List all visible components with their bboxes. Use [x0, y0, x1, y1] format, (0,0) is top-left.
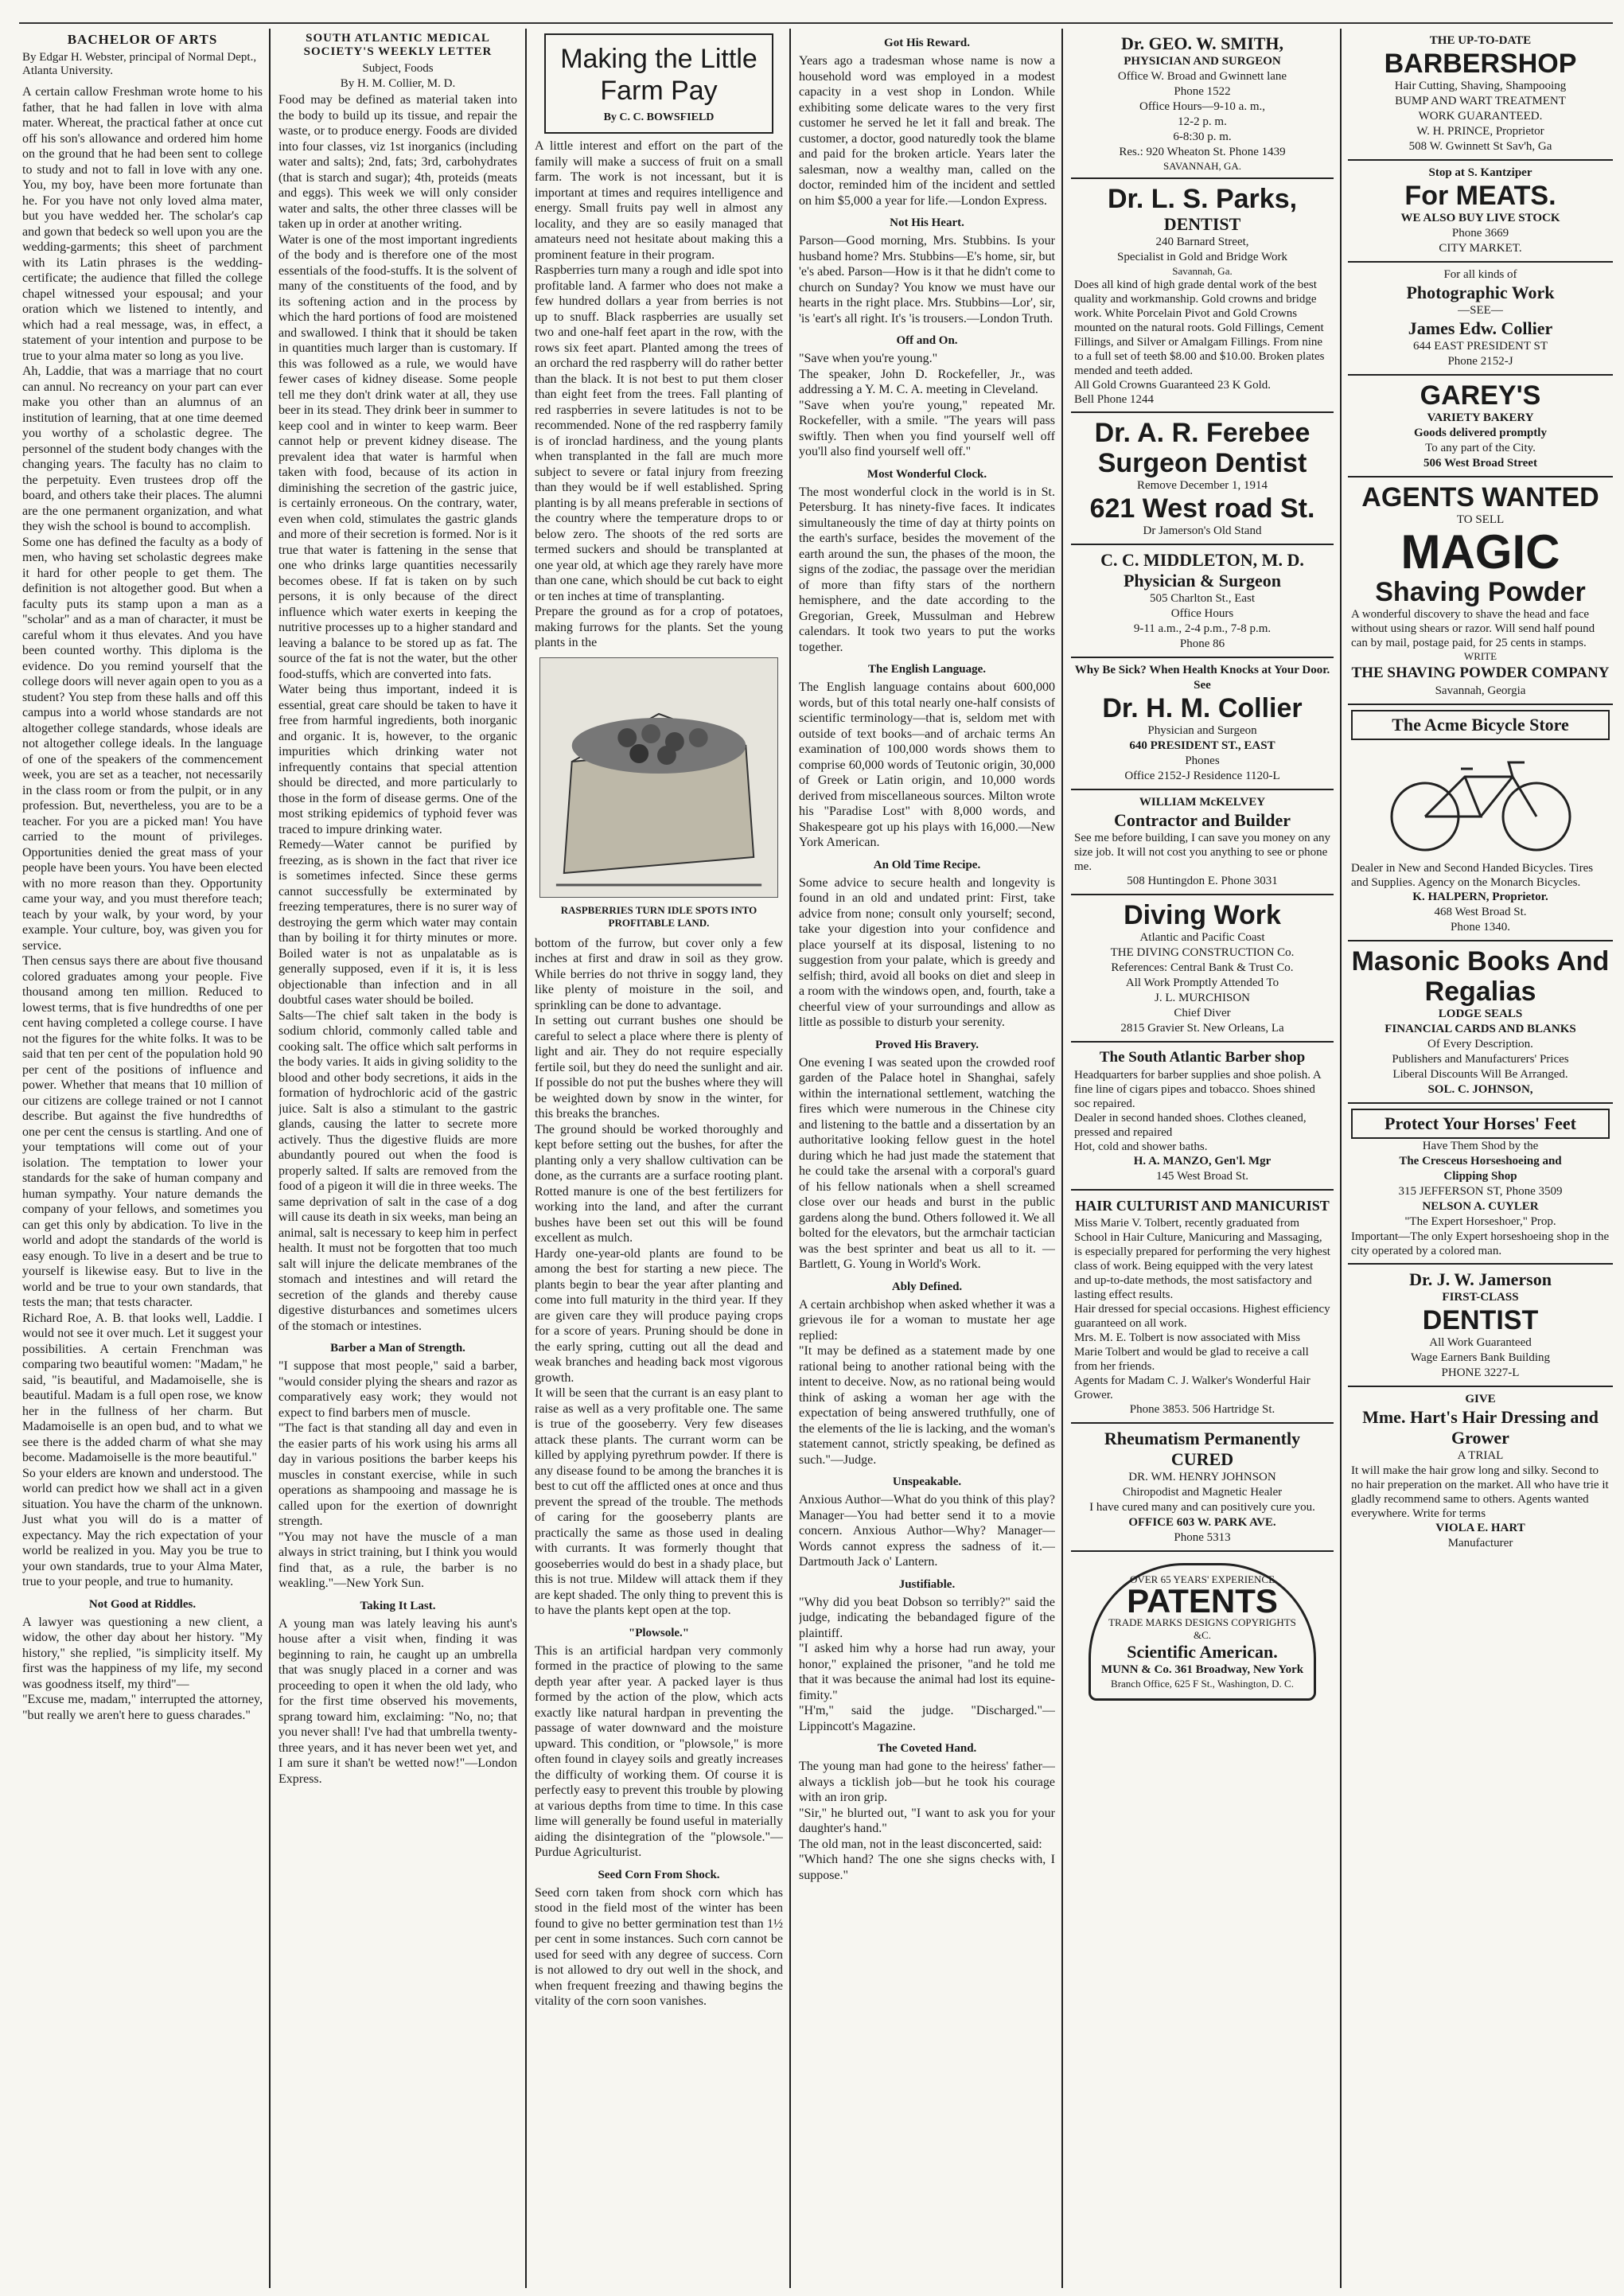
- patents-badge: [1089, 1563, 1316, 1701]
- misc-body: The most wonderful clock in the world is in St. Petersburg. It has ninety-five faces. It indicates simultaneously the time of day at thirty points on the earth's surface, besides the movement of the earth around the sun, the phases of the moon, the signs of the zodiac, the passage over the meridian of more than fifty stars of the northern hemisphere, and the date according to the Gregorian, Greek, Mussulman and Hebrew calendars. It took two years to put the works together.: [799, 485, 1055, 654]
- article-heading: BACHELOR OF ARTS: [67, 32, 218, 47]
- ad-munn: MUNN & Co. 361 Broadway, New York: [1100, 1663, 1304, 1676]
- ad-line: W. H. PRINCE, Proprietor: [1416, 125, 1544, 138]
- ad-manager: H. A. MANZO, Gen'l. Mgr: [1133, 1155, 1272, 1167]
- ad-line: Of Every Description.: [1427, 1038, 1533, 1051]
- ad-line: References: Central Bank & Trust Co.: [1111, 961, 1294, 974]
- ad-text: I have cured many and can positively cure you.: [1089, 1501, 1315, 1514]
- ad-smith: [1071, 29, 1334, 179]
- ad-title: Protect Your Horses' Feet: [1351, 1109, 1610, 1139]
- ad-title: PATENTS: [1127, 1582, 1278, 1620]
- ad-title: AGENTS WANTED: [1361, 482, 1599, 513]
- ad-marks: TRADE MARKS DESIGNS COPYRIGHTS &C.: [1108, 1616, 1296, 1641]
- ad-text: Headquarters for barber supplies and shoe polish. A fine line of cigars pipes and tobacco. Shoes shined soc repaired. Dealer in second handed shoes. Clothes cleaned, pressed and repaired Hot, cold and shower baths.: [1074, 1069, 1321, 1153]
- misc-item: [799, 468, 1055, 656]
- column-rule: [269, 29, 271, 2288]
- ad-title: GAREY'S: [1420, 380, 1541, 411]
- ad-middleton: [1071, 545, 1334, 658]
- ad-line: Important—The only Expert horseshoeing shop in the city operated by a colored man.: [1351, 1230, 1610, 1257]
- ad-line: SOL. C. JOHNSON,: [1427, 1083, 1533, 1096]
- misc-heading: Ably Defined.: [891, 1280, 963, 1293]
- article-heading: SOUTH ATLANTIC MEDICAL SOCIETY'S WEEKLY LETTER: [303, 32, 493, 58]
- ad-jamerson: [1348, 1265, 1613, 1387]
- ad-name: VIOLA E. HART: [1435, 1522, 1525, 1534]
- ad-line: Have Them Shod by the: [1422, 1140, 1539, 1152]
- ad-line: 2815 Gravier St. New Orleans, La: [1120, 1022, 1284, 1035]
- taking-heading: Taking It Last.: [360, 1599, 436, 1612]
- ad-line: "The Expert Horseshoer," Prop.: [1404, 1215, 1556, 1228]
- ad-title: Physician & Surgeon: [1123, 571, 1282, 591]
- ad-text: It will make the hair grow long and silky. Second to no hair preperation on the market. All who have trie it gladly recommend same to others. Agents wanted everywhere. Write for terms: [1351, 1464, 1609, 1520]
- ad-name: Dr. H. M. Collier: [1102, 693, 1303, 723]
- ad-line: All Work Promptly Attended To: [1125, 976, 1279, 989]
- ad-line: 508 W. Gwinnett St Sav'h, Ga: [1408, 140, 1552, 153]
- misc-heading: Off and On.: [896, 334, 958, 347]
- misc-heading: An Old Time Recipe.: [873, 858, 981, 871]
- ad-address: 508 Huntingdon E. Phone 3031: [1127, 875, 1278, 887]
- raspberry-illustration: [539, 657, 778, 898]
- ad-title: HAIR CULTURIST AND MANICURIST: [1075, 1198, 1330, 1214]
- ad-office: Office 2152-J Residence 1120-L: [1124, 770, 1280, 782]
- ad-title: Physician and Surgeon: [1147, 724, 1257, 737]
- ad-company: THE SHAVING POWDER COMPANY: [1351, 665, 1610, 681]
- ad-office: Office W. Broad and Gwinnett lane: [1117, 70, 1287, 83]
- misc-item: [799, 334, 1055, 460]
- ad-line: VARIETY BAKERY: [1427, 411, 1534, 424]
- ad-magic: MAGIC: [1400, 525, 1560, 579]
- ad-diving: [1071, 895, 1334, 1043]
- ad-line: LODGE SEALS: [1438, 1008, 1523, 1020]
- article-author: By C. C. BOWSFIELD: [603, 111, 715, 123]
- misc-heading: Not His Heart.: [890, 216, 964, 229]
- ad-line: Chief Diver: [1174, 1007, 1231, 1019]
- seed-body: Seed corn taken from shock corn which has stood in the field most of the winter has been found to give no better germination test than 1½ per cent in some instances. Such corn cannot be used for seed with any degree of success. Corn is not allowed to dry out well in the shock, and when frequent freezing and thawing begins the vitality of the corn soon vanishes.: [535, 1885, 783, 2008]
- ad-bicycle: [1348, 705, 1613, 941]
- ad-scientific: Scientific American.: [1127, 1642, 1278, 1662]
- article-body: A little interest and effort on the part of the family will make a success of fruit on a small farm. The work is not incessant, but it is important at times and requires intelligence and energy. Small fruits pay well in almost any locality, and they are so easily managed that amateurs need not hesitate about making this a prominent feature in their program. Raspberries turn many a rough and idle spot into profitable land. A farmer who does not make a few hundred dollars a year from berries is not up to snuff. Black raspberries are usually set two and one-half feet apart in the row, with the rows six feet apart. Planted among the trees of an orchard the red raspberry will do rather better than the black. It is not best to put them closer than eight feet from the trees. Fall planting of red raspberries in severe latitudes is not to be recommended. None of the red raspberry family is of ironclad hardiness, and the young plants when transplanted in the fall are much more subject to severe or fatal injury from freezing than they would be if well established. Spring planting is by all means preferable in sections of the country where the temperature drops to or below zero. The shoots of the red sorts are termed suckers and should be transplanted at one year old, at which age they rarely have more than one cane, which should be cut back to eight or ten inches at time of transplanting. Prepare the ground as for a crop of potatoes, making furrows for the plants. Set the young plants in the: [535, 139, 783, 649]
- taking-body: A young man was lately leaving his aunt's house after a visit when, finding it was beginning to rain, he caught up an umbrella that was snugly placed in a corner and was proceeding to open it when the old lady, who for the first time observed his movements, sprang toward him, exclaiming: "No, no; that you never shall! I've had that umbrella twenty-three years, and it has never been wet yet, and I am sure it shan't be wetted now!"—London Express.: [278, 1616, 517, 1786]
- misc-heading: Got His Reward.: [884, 37, 970, 49]
- ad-collier: [1071, 658, 1334, 790]
- ad-top: THE UP-TO-DATE: [1429, 34, 1532, 47]
- article-byline: By Edgar H. Webster, principal of Normal Dept., Atlanta University.: [22, 51, 257, 77]
- ad-ferebee: [1071, 413, 1334, 545]
- ad-hours: Office Hours—9-10 a. m.,: [1139, 100, 1266, 113]
- ad-line: Wage Earners Bank Building: [1411, 1351, 1550, 1364]
- column-rule: [1340, 29, 1342, 2288]
- ad-line: Publishers and Manufacturers' Prices: [1392, 1053, 1569, 1066]
- ad-barbershop: [1348, 29, 1613, 161]
- plowsole-heading: "Plowsole.": [628, 1626, 690, 1639]
- ad-trial: A TRIAL: [1457, 1449, 1504, 1462]
- misc-item: [799, 1578, 1055, 1735]
- ad-line: All Work Guaranteed: [1429, 1336, 1532, 1349]
- ad-city: SAVANNAH, GA.: [1163, 160, 1242, 172]
- ad-line: Hair Cutting, Shaving, Shampooing: [1394, 80, 1567, 92]
- raspberry-basket-image: [540, 658, 777, 897]
- ad-role: Manufacturer: [1447, 1537, 1513, 1550]
- plowsole-body: This is an artificial hardpan very commonly formed in the practice of plowing to the same depth year after year. A packed layer is thus formed by the action of the plow, which acts exactly like natural hardpan in preventing the passage of water downward and the moisture upward. This condition, or "plowsole," is more often found in clayey soils and greatly increases the difficulty of working them. Of course it is perfectly easy to prevent this trouble by plowing at various depths from time to time. In this case lime will generally be found useful in materially aiding the disintegration of the "plowsole."—Purdue Agriculturist.: [535, 1643, 783, 1859]
- ad-line: WE ALSO BUY LIVE STOCK: [1400, 212, 1560, 224]
- article-body: A certain callow Freshman wrote home to his father, that he had fallen in love with alma mater. Whereat, the practical father at once cut off his son's allowance and ordered him home on the ground that he had been sent to college to study and not to fall in love with any one. You, my boy, have been more fortunate than he. For you have not only loved alma mater, but you have wedded her. The scholar's cap and gown that bedeck so well upon you are the wedding-garments; this sheet of parchment with its Latin phrases is the wedding-certificate; the audience that filled the college chapel witnessed your espousal; and your oration which we listened to intently, and which had a real message, was, in effect, a statement of your intention and purpose to be true to your alma mater so long as you live. Ah, Laddie, that was a marriage that no court can annul. No recreancy on your part can ever make you other than an alumnus of an institution of learning, that at one time deemed you worthy of a scholastic degree. The personnel of the student body changes with the changing years. The faculty has no claim to the perpetuity. Even trustees drop off the board, and others take their places. The alumni are the one permanent organization, and what they wish the school is bound to accomplish. Some one has defined the faculty as a body of men, who having set scholastic degrees make it hard for other people to get them. The definition is not altogether good. But when a faculty puts its stamp upon a man as a "scholar" and as a man of character, it must be careful whom it thus elevates. And you have been counted worthy. This diploma is the evidence. Do you remind yourself that the college doors will never again open to you as a student? You step from these halls and off this campus into a world whose standards are not altogether college standards, whose ideals are not altogether college ideals. In the language of one of the speakers of the commencement week, you are set as a teacher, not necessarily in the class room or from the pulpit, or in any profession. But, nevertheless, you are to be a teacher. For you are a picked man! You have carried to the mount of privileges. Opportunities denied the great mass of your people have been yours. You have been elected with no more reason than they. Opportunity came your way, and you must therefore teach; teach by your walk, by your word, by your example. Your culture, boy, was given you for service. Then census says there are about five thousand colored graduates among your people. Five thousand among ten million. Reduced to lowest terms, that is five hundredths of one per cent having completed a college course. I have not the figures for the white folks. It was to be said that ten per cent of the population hold 90 per cent of the positions of influence and power. Whether that means that 10 million of our citizens are college trained or not I cannot describe. But against the five hundredths of one per cent the census is startling. And one of your temptations will come out of your isolation. The temptation to lower your standards for the sake of human company and human sympathy. Your nature demands the company of your fellows, and sometimes you can get this only by abdication. To live in the world and adopt the standards of the world is easy enough. To live in a desert and be true to yourself is likewise easy. But to live in the world and be true to your own standards, that tests the man; that tests character. Richard Roe, A. B. that looks well, Laddie. I would not see it over much. Let it suggest your possibilities. A certain Frenchman was comparing two beautiful women: "Madam," he said, "is beautiful, and Madamoiselle, she is beautiful. Madam is a full open rose, we know her in the fullness of her charm. But Madamoiselle is an open bud, and to what we see there is the added charm of what she may become. Madamoiselle is the more beautiful." So your elders are known and understood. The world can predict how we shall act in a given situation. You have the charm of the unknown. Just what you will do is a matter of expectancy. May the rich expectation of your world be realized in you. May you be true to your own standards, true to your Alma Mater, true to your people, and true to humanity.: [22, 85, 263, 1588]
- misc-body: One evening I was seated upon the crowded roof garden of the Palace hotel in Shanghai, safely within the international settlement, watching the fires which were numerous in the Chinese city and listening to the battle and a dissertation by an authoritative looking fellow guest in the hotel during which he had just made the statement that he could take the arsenal with a corporal's guard of his fellow nationals when a shell screamed close over our heads and burst in the public gardens along the bund. Others followed it. We all bolted for the elevators, but the armchair tactician was the best sprinter and beat us all to it. —Bartlett, G. Young in World's Work.: [799, 1055, 1055, 1271]
- article-byline: By H. M. Collier, M. D.: [340, 77, 456, 90]
- ad-barber-shop: [1071, 1043, 1334, 1191]
- ad-title: Surgeon Dentist: [1097, 448, 1307, 478]
- ad-patents: [1071, 1552, 1334, 1712]
- misc-item: [799, 1039, 1055, 1273]
- misc-heading: Proved His Bravery.: [874, 1038, 979, 1051]
- misc-body: "Why did you beat Dobson so terribly?" said the judge, indicating the bebandaged figure of the plaintiff. "I asked him why a horse had run away, your honor," explained the prisoner, "and he told me that it was because the animal had lost its equine-fimity." "H'm," said the judge. "Discharged."—Lippincott's Magazine.: [799, 1595, 1055, 1733]
- ad-address: 640 PRESIDENT ST., EAST: [1129, 739, 1275, 752]
- ad-hours: Office Hours: [1170, 607, 1234, 620]
- ad-title: The Acme Bicycle Store: [1351, 710, 1610, 740]
- ad-address: 145 West Broad St.: [1155, 1170, 1248, 1183]
- ad-text: Does all kind of high grade dental work of the best quality and workmanship. Gold crowns and bridge work. White Porcelain Pivot and Gold Crowns mounted on the natural roots. Gold Fillings, Cement Fillings, and Silver or Amalgam Fillings. From nine to a full set of teeth $8.00 and $10.00. Broken plates mended and teeth added. All Gold Crowns Guaranteed 23 K Gold. Bell Phone 1244: [1074, 279, 1325, 406]
- ad-line: WORK GUARANTEED.: [1418, 110, 1543, 123]
- misc-item: [799, 859, 1055, 1031]
- ad-title: Diving Work: [1124, 900, 1281, 930]
- ad-write: WRITE: [1463, 650, 1497, 662]
- ad-text: Dealer in New and Second Handed Bicycles. Tires and Supplies. Agency on the Monarch Bicycles.: [1351, 862, 1594, 889]
- ad-text: A wonderful discovery to shave the head and face without using shears or razor. Will send half pound can by mail, postage paid, for 25 cents in stamps.: [1351, 608, 1595, 649]
- riddle-heading: Not Good at Riddles.: [88, 1597, 197, 1611]
- top-rule: [19, 22, 1613, 24]
- ad-title: Photographic Work: [1406, 283, 1555, 302]
- column-rule: [525, 29, 527, 2288]
- ad-rheumatism: [1071, 1424, 1334, 1552]
- ad-give: GIVE: [1465, 1393, 1496, 1405]
- ad-address: 505 Charlton St., East: [1149, 592, 1256, 605]
- misc-item: [799, 1281, 1055, 1468]
- ad-title: PHYSICIAN AND SURGEON: [1124, 55, 1281, 68]
- misc-body: The young man had gone to the heiress' father—always a ticklish job—but he took his courage with an iron grip. "Sir," he blurted out, "I want to ask you for your daughter's hand." The old man, not in the least disconcerted, said: "Which hand? The one she signs checks with, I suppose.": [799, 1760, 1055, 1882]
- ad-title: The South Atlantic Barber shop: [1099, 1049, 1306, 1066]
- ad-mckelvey: [1071, 790, 1334, 895]
- ad-name: Dr. L. S. Parks,: [1107, 184, 1298, 214]
- misc-item: [799, 216, 1055, 326]
- ad-garey: [1348, 376, 1613, 478]
- bicycle-icon: [1377, 745, 1584, 856]
- ad-title: Mme. Hart's Hair Dressing and Grower: [1362, 1407, 1599, 1448]
- ad-phone: Phone 2152-J: [1447, 355, 1513, 368]
- ad-line: For all kinds of: [1443, 268, 1517, 281]
- column-rule: [1061, 29, 1063, 2288]
- misc-body: "Save when you're young." The speaker, John D. Rockefeller, Jr., was addressing a Y. M. C. A. meeting in Cleveland. "Save when you're young," repeated Mr. Rockefeller, with a smile. "The years will pass swiftly. Then when you find yourself well off you'll also find yourself well off.": [799, 352, 1055, 458]
- ad-line: PHONE 3227-L: [1441, 1366, 1520, 1379]
- misc-body: Some advice to secure health and longevity is found in an old and undated print: First, take advice from none; consult only yourself; second, take your digestion into your confidence and place yourself at its disposal, listening to no suggestion from your palate, which is greedy and selfish; third, avoid all books on diet and sleep in a room with the windows open, and, fourth, take a cheerful view of your surroundings and allow as little as possible to disturb your serenity.: [799, 875, 1055, 1029]
- ad-shaving-powder: [1348, 478, 1613, 705]
- ad-line: FINANCIAL CARDS AND BLANKS: [1384, 1023, 1576, 1035]
- column-ads-right: [1348, 29, 1613, 2288]
- ad-doctor: DR. WM. HENRY JOHNSON: [1128, 1471, 1276, 1483]
- ad-horses: [1348, 1104, 1613, 1265]
- ad-stand: Dr Jamerson's Old Stand: [1143, 524, 1262, 537]
- ad-title: DENTIST: [1163, 214, 1241, 234]
- misc-heading: The English Language.: [868, 663, 986, 676]
- ad-title: For MEATS.: [1404, 181, 1556, 211]
- column-miscellany: [799, 29, 1055, 2288]
- misc-item: [799, 1475, 1055, 1570]
- misc-heading: Unspeakable.: [892, 1475, 962, 1488]
- column-ads-left: [1071, 29, 1334, 2288]
- ad-address: 240 Barnard Street,: [1155, 236, 1249, 248]
- seed-heading: Seed Corn From Shock.: [598, 1868, 720, 1881]
- ad-line: The Cresceus Horseshoeing and: [1399, 1155, 1562, 1167]
- ad-line: 506 West Broad Street: [1423, 457, 1537, 470]
- ad-address: OFFICE 603 W. PARK AVE.: [1128, 1516, 1276, 1529]
- figure-caption: RASPBERRIES TURN IDLE SPOTS INTO PROFITABLE LAND.: [560, 903, 757, 929]
- ad-title: Rheumatism Permanently CURED: [1104, 1429, 1301, 1469]
- misc-body: A certain archbishop when asked whether it was a grievous ile for a woman to mustate her age replied: "It may be defined as a statement made by one rational being to another rational being with the intent to deceive. Now, as no rational being would think of asking a woman her age with the expectation of being answered truthfully, one of the elements of the lie is lacking, and the woman's statement cannot, strictly speaking, be defined as such."—Judge.: [799, 1297, 1055, 1467]
- ad-line: Phone 3669: [1451, 227, 1509, 240]
- column-bachelor-of-arts: [22, 29, 263, 2288]
- ad-line: J. L. MURCHISON: [1154, 992, 1250, 1004]
- ad-line: CITY MARKET.: [1439, 242, 1522, 255]
- article-title: Making the Little Farm Pay: [560, 44, 757, 106]
- misc-body: Parson—Good morning, Mrs. Stubbins. Is your husband home? Mrs. Stubbins—E's home, sir, but 'e's abed. Parson—How is it that he didn't come to church on Sunday? You know we must have our hearts in the right place. Mrs. Stubbins—Lor', sir, 'is 'eart's all right. It's 'is trousers.—London Truth.: [799, 234, 1055, 325]
- article-body-continued: bottom of the furrow, but cover only a few inches at first and draw in soil as they grow. While berries do not thrive in soggy land, they like plenty of moisture in the soil, and sprinkling can be done to advantage. In setting out currant bushes one should be careful to select a place where there is plenty of light and air. They do not require especially fertile soil, but they do need the sunlight and air. If possible do not put the bushes where they will be weighted down by snow in the winter, for this breaks the branches. The ground should be worked thoroughly and kept before setting out the bushes, for after the planting only a very shallow cultivation can be done, as the currants are a surface rooting plant. Rotted manure is one of the best fertilizers for working into the land, and after the currant bushes have been set out this will be found excellent as mulch. Hardy one-year-old plants are found to be among the best for starting a new piece. The plants begin to bear the year after planting and come into full maturity in the third year. If they are given care they will produce paying crops for a score of years. Pruning should be done in the early spring, cutting out all the dead and weak branches and heading back most vigorous growth. It will be seen that the currant is an easy plant to raise as well as a very profitable one. The same is true of the gooseberry. Very few diseases attack these plants. The currant worm can be killed by applying pyrethrum powder. If there is any disease found to be among the branches it is best to cut off the afflicted ones at once and thus prevent the spread of the trouble. The methods of caring for the gooseberry plants are practically the same as those used in dealing with currants. It was formerly thought that gooseberries would do best in a shady place, but this is not true. Mildew will attack them if they are kept shaded. The only thing to prevent this is to have the plants kept open at the top.: [535, 936, 783, 1617]
- ad-masonic: [1348, 941, 1613, 1104]
- ad-powder: Shaving Powder: [1375, 577, 1586, 607]
- ad-title: BARBERSHOP: [1384, 49, 1577, 79]
- misc-item: [799, 37, 1055, 209]
- ad-question: Why Be Sick? When Health Knocks at Your Door. See: [1074, 664, 1330, 692]
- misc-item: [799, 663, 1055, 851]
- misc-heading: Most Wonderful Clock.: [867, 467, 987, 481]
- barber-body: "I suppose that most people," said a barber, "would consider plying the shears and razor as comparatively easy work; they would not expect to find barbers men of muscle. "The fact is that standing all day and even in the easier parts of his work using his arms all day in various positions the barber keeps his muscles in constant exercise, while in such operations as shampooing and massage he is called upon for the exertion of downright strength. "You may not have the muscle of a man always in strict training, but I think you would find that, as a rule, the barber is no weakling."—New York Sun.: [278, 1359, 517, 1590]
- ad-specialty: Specialist in Gold and Bridge Work: [1117, 251, 1287, 263]
- ad-line: Stop at S. Kantziper: [1428, 166, 1532, 179]
- misc-heading: The Coveted Hand.: [877, 1742, 977, 1755]
- ad-phone: Phone 1522: [1174, 85, 1231, 98]
- ad-line: To any part of the City.: [1425, 442, 1536, 454]
- ad-name: Dr. J. W. Jamerson: [1409, 1269, 1552, 1289]
- ad-phone: Phone 1340.: [1451, 921, 1510, 934]
- ad-city: Savannah, Georgia: [1435, 684, 1526, 697]
- ad-hours: 12-2 p. m.: [1178, 115, 1227, 128]
- ad-title: Masonic Books And Regalias: [1351, 946, 1610, 1007]
- misc-item: [799, 1742, 1055, 1883]
- ad-address: 468 West Broad St.: [1434, 906, 1527, 918]
- ad-proprietor: K. HALPERN, Proprietor.: [1412, 891, 1548, 903]
- ad-name: WILLIAM McKELVEY: [1139, 796, 1266, 809]
- ad-line: Liberal Discounts Will Be Arranged.: [1392, 1068, 1568, 1081]
- ad-line: TO SELL: [1456, 513, 1505, 526]
- ad-times: 9-11 a.m., 2-4 p.m., 7-8 p.m.: [1133, 622, 1272, 635]
- misc-body: The English language contains about 600,000 words, but of this total nearly one-half consists of scientific terminology—that is, seldom met with outside of text books—and of archaic terms An examination of 100,000 words shows them to comprise 60,000 words of Teutonic origin, 30,000 of Greek or Latin origin, and 10,000 words derived from miscellaneous sources. Milton wrote his "Paradise Lost" with 8,000 words, and Shakespeare got up his plays with 16,000.—New York American.: [799, 680, 1055, 849]
- ad-experience: OVER 65 YEARS' EXPERIENCE: [1129, 1573, 1275, 1585]
- article-subject: Subject, Foods: [362, 62, 434, 75]
- misc-body: Anxious Author—What do you think of this play? Manager—You had better send it to a movie concern. Anxious Author—Why? Manager—Words cannot express the sadness of it.—Dartmouth Jack o' Lantern.: [799, 1493, 1055, 1569]
- riddle-body: A lawyer was questioning a new client, a widow, the other day about her history. "My history," she replied, "is simplicity itself. My first was the happiness of my life, my second was goodness itself, my third"— "Excuse me, madam," interrupted the attorney, "but really we aren't here to guess charades.": [22, 1615, 263, 1722]
- ad-address: 644 EAST PRESIDENT ST: [1412, 340, 1548, 353]
- ad-line: 315 JEFFERSON ST, Phone 3509: [1398, 1185, 1563, 1198]
- ad-phones: Phones: [1185, 754, 1220, 767]
- ad-parks: [1071, 179, 1334, 413]
- ad-removed: Remove December 1, 1914: [1136, 479, 1268, 492]
- ad-line: THE DIVING CONSTRUCTION Co.: [1110, 946, 1295, 959]
- ad-text: See me before building, I can save you money on any size job. It will not cost you anything to see or phone me.: [1074, 832, 1330, 873]
- column-rule: [789, 29, 791, 2288]
- ad-city: Savannah, Ga.: [1172, 265, 1233, 277]
- ad-hours: 6-8:30 p. m.: [1173, 131, 1232, 143]
- ad-name: James Edw. Collier: [1408, 318, 1553, 338]
- barber-heading: Barber a Man of Strength.: [330, 1342, 465, 1355]
- misc-heading: Justifiable.: [898, 1577, 956, 1591]
- article-body: Food may be defined as material taken into the body to build up its tissue, and repair the waste, or to produce energy. Foods are divided into four classes, viz 1st inorganics (including water and salts); 2nd, fats; 3rd, carbohydrates (that is starch and sugar); 4th, proteids (meats and eggs). This week we will only consider water and salts, the other three classes will be taken up in order at another writing. Water is one of the most important ingredients of the body and is therefore one of the most essentials of the food-stuffs. It is the solvent of many of the constituents of the food, and by its softening action and in the process by which the hard portions of food are moistened and swallowed. I think that it should be taken in quantities much larger than is customary. If this was followed as a rule, we would have fewer cases of kidney disease. Some people tell me they don't drink water at all, they use beer in its stead. They drink beer in summer to keep cool and in winter to keep warm. Beer cannot help or prevent kidney disease. The prevalent idea that water is harmful when taken with food, because of its action in diminishing the secretion of the gastric juice, is certainly erroneous. On the contrary, water, even when cold, stimulates the gastric glands and more of their secretion is formed. Nor is it true that water is fattening in the sense that one who drinks large quantities necessarily becomes obese. If fat is taken on by such persons, it is only because of the direct influence which water exerts in keeping the nutritive processes up to a higher standard and leaving a balance to be stored up as fat. The source of the fat is not the water, but the other food-stuffs, which are converted into fats. Water being thus important, indeed it is essential, great care should be taken to have it free from harmful ingredients, both inorganic and organic. It is, however, to the organic impurities which drinking water not infrequently contains that special attention should be directed, and more particularly to those in the form of disease germs. One of the most striking epidemics of typhoid fever was traced to impure drinking water. Remedy—Water cannot be purified by freezing, as is shown in the fact that river ice is sometimes infected. Since these germs cannot successfully be exterminated by freezing temperatures, there is no surer way of destroying the germ which water may contain than by boiling it for thirty minutes or more. Boiled water is not as unpalatable as is generally supposed, even if it is, it is less objectionable than infection and in all doubtful cases water should be boiled. Salts—The chief salt taken in the body is sodium chlorid, commonly called table and cooking salt. The office which salt performs in the body varies. It aids in giving solidity to the blood and other body secretions, it aids in the formation of hydrochloric acid of the gastric juice. Salt is also a stimulant to the gastric glands, causing the latter to secrete more actively. Thus the digestive fluids are more abundantly poured out when the food is properly salted. If salts are removed from the food of a pigeon it will die in three weeks. The same deprivation of salt in the case of a dog will cause its death in six weeks, man being an animal, salt is necessary to keep him in perfect health. It must not be forgotten that too much salt will injure the delicate membranes of the stomach and intestines and will retard the secretion of the glands and thereby cause digestive disturbances and sometimes ulcers of the stomach or intestines.: [278, 93, 517, 1333]
- ad-see: —SEE—: [1458, 304, 1503, 317]
- ad-role: Chiropodist and Magnetic Healer: [1122, 1486, 1283, 1499]
- ad-name: Dr. GEO. W. SMITH,: [1121, 33, 1283, 53]
- ad-photo: [1348, 263, 1613, 376]
- ad-hart: [1348, 1387, 1613, 1556]
- ad-phone: Phone 5313: [1174, 1531, 1231, 1544]
- ad-phone: Phone 3853. 506 Hartridge St.: [1129, 1403, 1275, 1416]
- ad-line: BUMP AND WART TREATMENT: [1395, 95, 1566, 107]
- ad-phone: Phone 86: [1179, 637, 1225, 650]
- ad-branch: Branch Office, 625 F St., Washington, D. C.: [1111, 1678, 1294, 1690]
- title-box: [544, 33, 773, 134]
- ad-line: Goods delivered promptly: [1414, 427, 1547, 439]
- ad-title: DENTIST: [1422, 1305, 1539, 1335]
- ad-hair-culturist: [1071, 1191, 1334, 1424]
- ad-line: Atlantic and Pacific Coast: [1139, 931, 1265, 944]
- ad-name: Dr. A. R. Ferebee: [1094, 418, 1310, 448]
- ad-address: 621 West road St.: [1089, 493, 1315, 524]
- column-farm: [535, 29, 783, 2288]
- ad-text: Miss Marie V. Tolbert, recently graduated from School in Hair Culture, Manicuring and Massaging, is especially prepared for performing the very highest class of work. Being equipped with the very latest and up-to-date methods, the most satisfactory and lasting effect results. Hair dressed for special occasions. Highest efficiency guaranteed on all work. Mrs. M. E. Tolbert is now associated with Miss Marie Tolbert and would be glad to receive a call from her friends. Agents for Madam C. J. Walker's Wonderful Hair Grower.: [1074, 1217, 1330, 1401]
- ad-line: NELSON A. CUYLER: [1422, 1200, 1539, 1213]
- ad-line: Clipping Shop: [1443, 1170, 1517, 1183]
- misc-body: Years ago a tradesman whose name is now a household word was employed in a modest capacity in a vest shop in London. While exhibiting some delicate wares to the very first customer he served he let it fall and break. The customer, a doctor, good naturedly took the blame and paid for the broken article. Years later the salesman, now a wealthy man, called on the doctor, reminded him of the incident and settled on him $5,000 a year for life.—London Express.: [799, 54, 1055, 208]
- ad-residence: Res.: 920 Wheaton St. Phone 1439: [1119, 146, 1286, 158]
- column-medical-letter: [278, 29, 517, 2288]
- ad-class: FIRST-CLASS: [1442, 1291, 1519, 1304]
- ad-meats: [1348, 161, 1613, 263]
- ad-name: C. C. MIDDLETON, M. D.: [1100, 550, 1304, 570]
- ad-title: Contractor and Builder: [1113, 810, 1291, 830]
